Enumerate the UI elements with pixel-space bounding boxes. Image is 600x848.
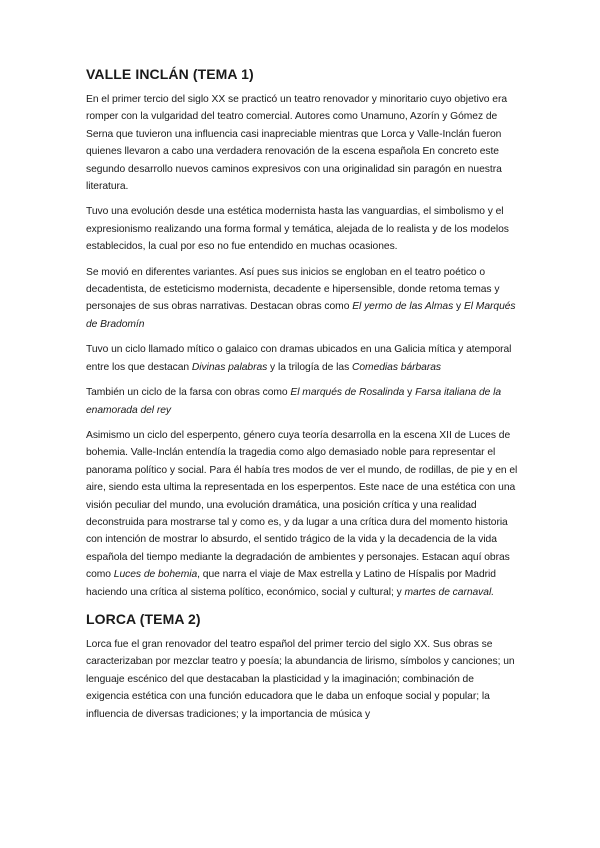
paragraph-esperpento-mid: , que narra el viaje de Max estrella y Latino de Híspalis por Madrid haciendo una crítica al sistema político, económico, social y cultural; y (86, 569, 496, 598)
work-title: Comedias bárbaras (351, 361, 441, 373)
paragraph-esperpento (86, 427, 518, 601)
paragraph-intro: En el primer tercio del siglo XX se practicó un teatro renovador y minoritario cuyo objetivo era romper con la vulgaridad del teatro comercial. Autores como Unamuno, Azorín y Gómez de Serna que tuvieron una influencia casi inapreciable mientras que Lorca y Valle-Inclán fueron quienes llevaron a cabo una verdadera renovación de la escena española En concreto este segundo desarrollo nuevos caminos expresivos con una originalidad sin paragón en nuestra literatura. (86, 94, 508, 193)
paragraph-mythic-text: Tuvo un ciclo llamado mítico o galaico con dramas ubicados en una Galicia mítica y atemporal entre los que destacan (86, 344, 512, 373)
conjunction: y (453, 301, 464, 313)
paragraph-esperpento-text: Asimismo un ciclo del esperpento, género cuya teoría desarrolla en la escena XII de Luces de bohemia. Valle-Inclán entendía la tragedia como algo demasiado noble para representar el panorama político y social. Para él había tres modos de ver el mundo, de rodillas, de pie y en el aire, siendo esta ultima la representada en los esperpentos. Este nace de una estética con una visión peculiar del mundo, una evolución dramática, una posición crítica y una realidad deconstruida para mostrarse tal y como es, y da lugar a una crítica dura del momento historia con intención de mostrar lo absurdo, el sentido trágico de la vida y la decadencia de la vida española del tiempo mediante la degradación de ambientes y personajes. Estacan aquí obras como (86, 429, 518, 581)
document-content (86, 66, 518, 731)
work-title: Farsa italiana de la enamorada del rey (86, 387, 502, 416)
paragraph-farce-cycle (86, 384, 518, 419)
work-title: El marqués de Rosalinda (290, 387, 405, 399)
work-title: Luces de bohemia (113, 569, 198, 581)
paragraph-mythic-cycle (86, 341, 518, 376)
work-title: El yermo de las Almas (352, 301, 454, 313)
work-title: martes de carnaval. (404, 586, 495, 598)
work-title: El Marqués de Bradomín (86, 301, 516, 330)
paragraph-farce-text: También un ciclo de la farsa con obras como (86, 387, 291, 399)
paragraph-evolution: Tuvo una evolución desde una estética modernista hasta las vanguardias, el simbolismo y el expresionismo realizando una forma formal y temática, alejada de lo realista y de los modelos establecidos, la cual por eso no fue entendido en muchas ocasiones. (86, 206, 509, 253)
conjunction: y (404, 387, 416, 399)
paragraph-variants-text: Se movió en diferentes variantes. Así pues sus inicios se engloban en el teatro poético o decadentista, de esteticismo modernista, decadente e hipersensible, donde retoma temas y personajes de sus obras narrativas. Destacan obras como (86, 266, 500, 313)
paragraph-variants (86, 264, 518, 334)
paragraph-lorca-intro: Lorca fue el gran renovador del teatro español del primer tercio del siglo XX. Sus obras se caracterizaban por mezclar teatro y poesía; la abundancia de lirismo, símbolos y canciones; un lenguaje escénico del que destacaban la plasticidad y la imaginación; combinación de exigencia estética con una función educadora que le daba un enfoque social y popular; la influencia de diversas tradiciones; y la importancia de música y (86, 638, 515, 720)
section-heading-lorca: LORCA (TEMA 2) (86, 610, 201, 627)
paragraph-mythic-mid: y la trilogía de las (267, 361, 352, 373)
section-heading-valle-inclan: VALLE INCLÁN (TEMA 1) (86, 66, 254, 82)
work-title: Divinas palabras (191, 361, 268, 373)
